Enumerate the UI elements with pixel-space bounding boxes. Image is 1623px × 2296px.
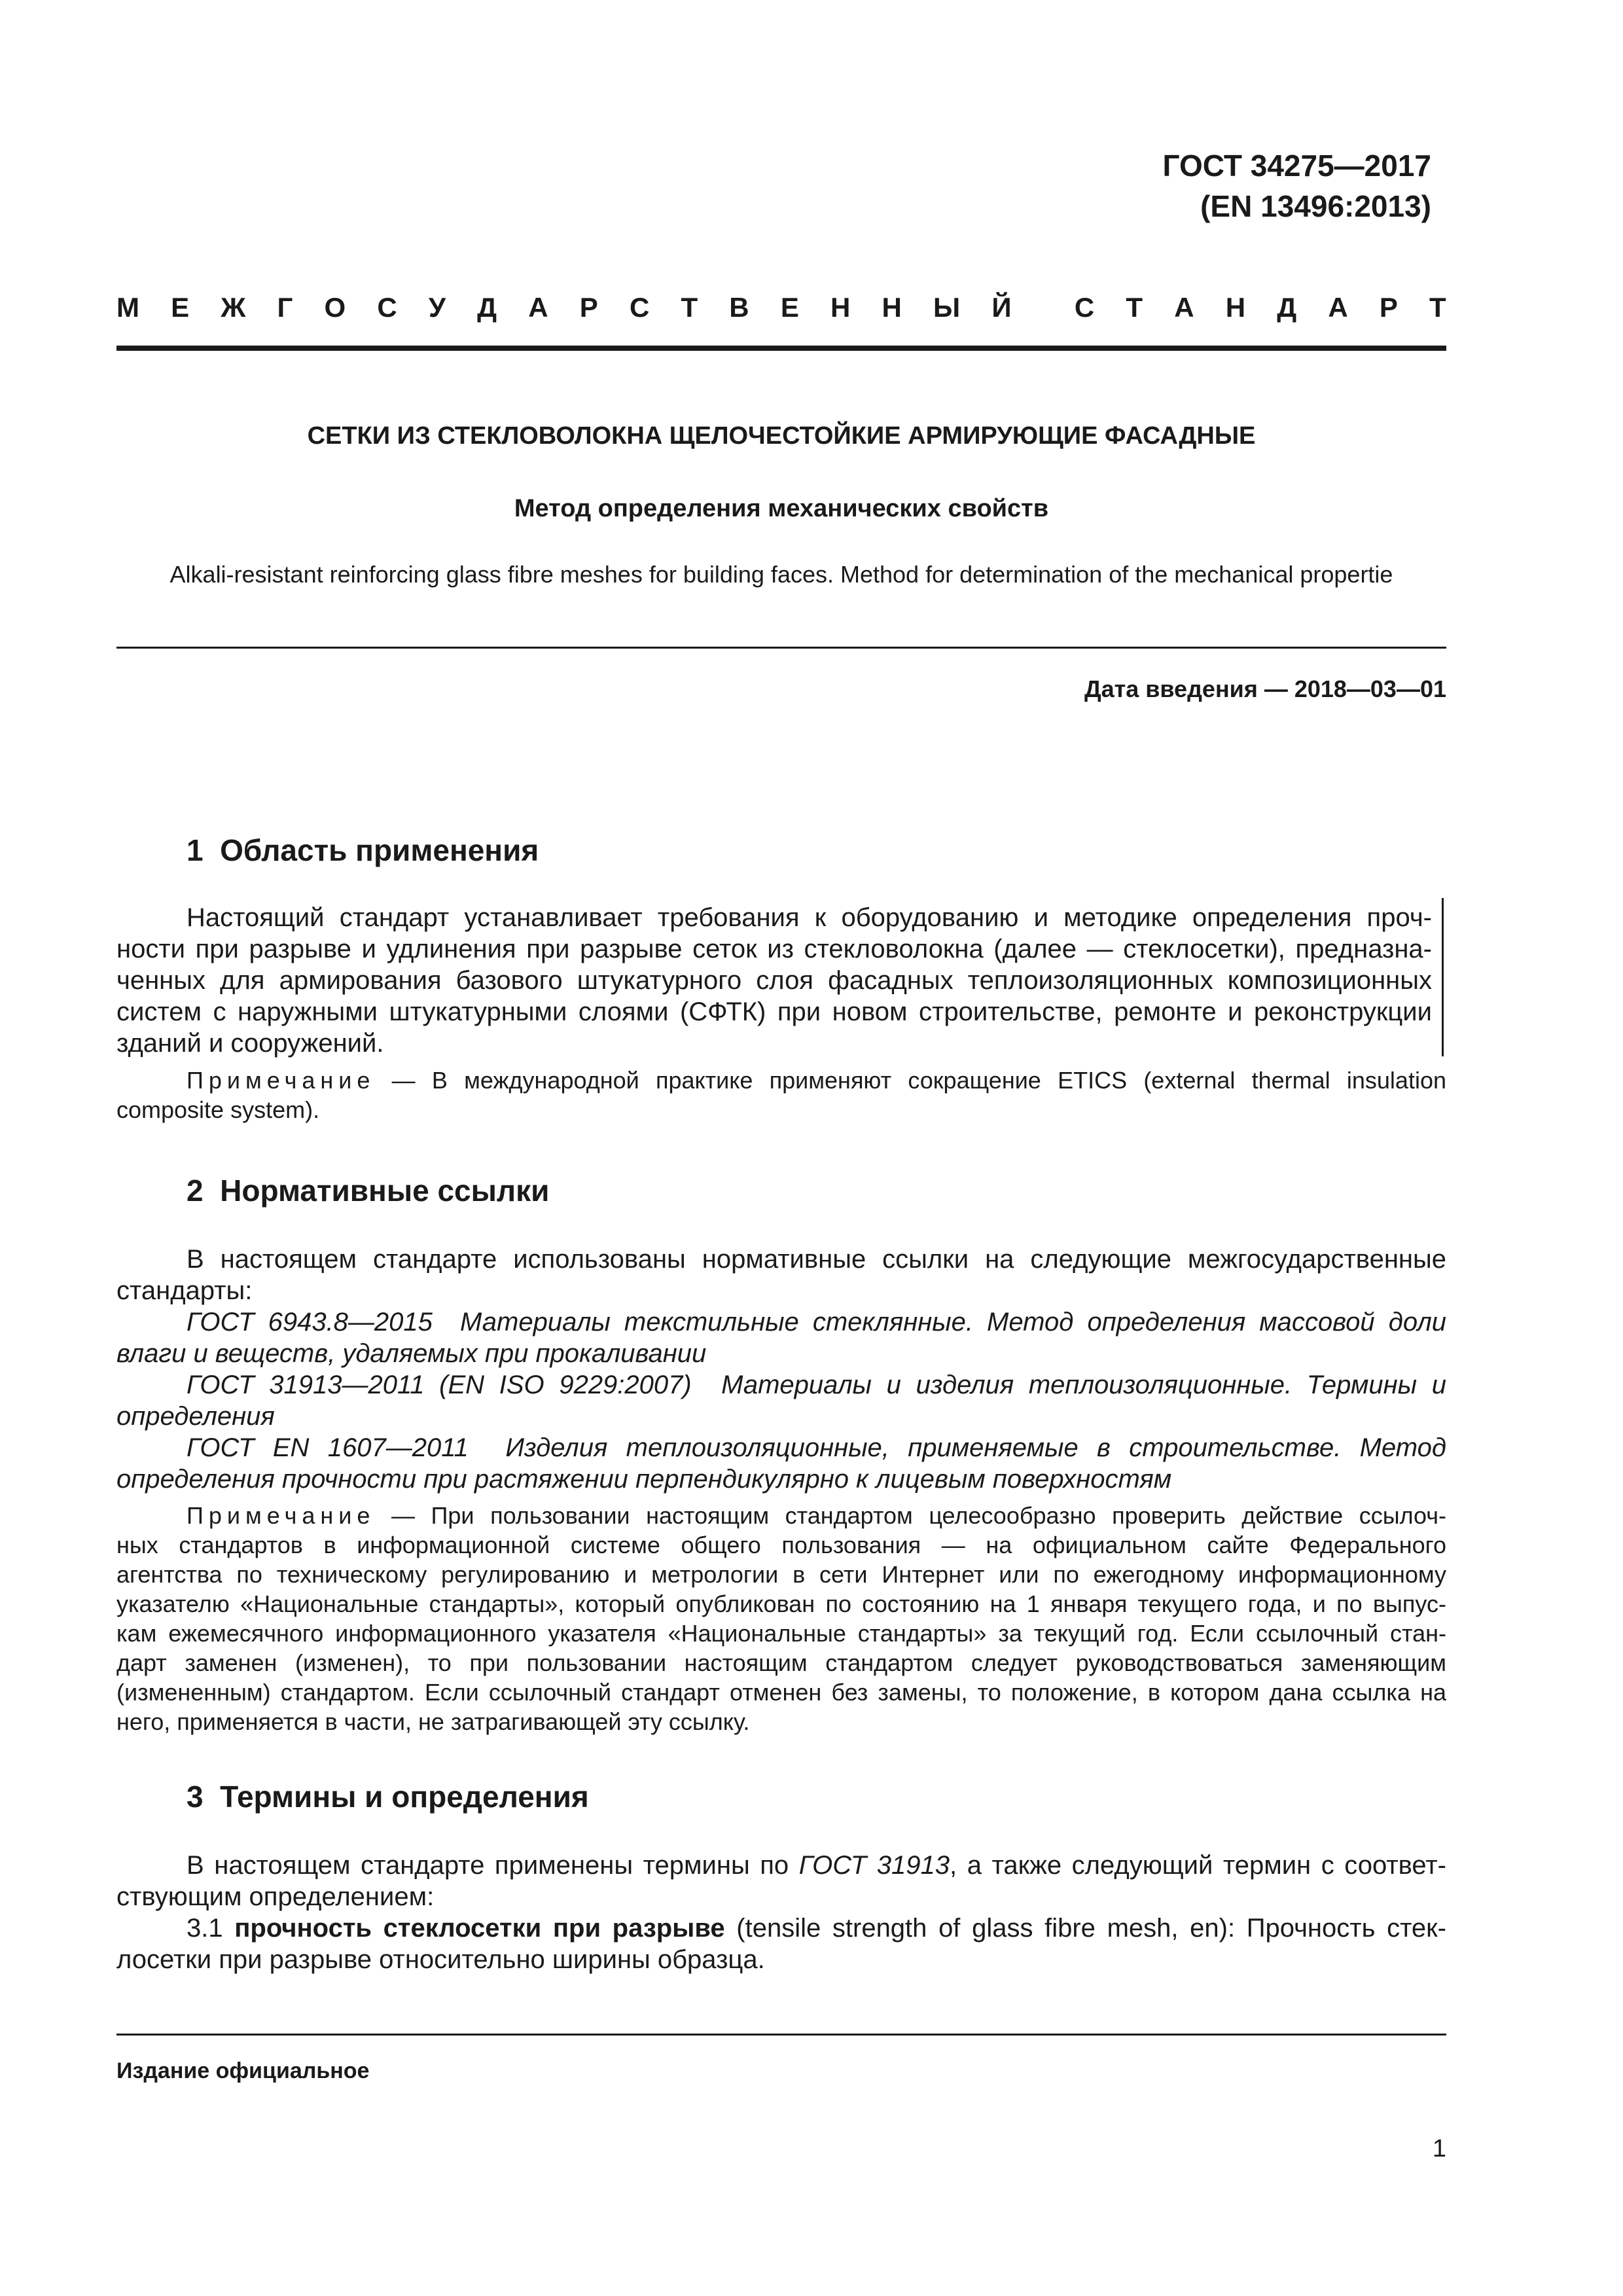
- intro-text: В настоящем стандарте применены термины по: [187, 1851, 799, 1880]
- document-equivalent: (EN 13496:2013): [1200, 189, 1431, 223]
- text-line: ности при разрыве и удлинения при разрыве сеток из стекловолокна (далее — стеклосетки), предназна-: [116, 935, 1432, 963]
- note-text: — В международной практике применяют сокращение ETICS (external thermal insulation: [375, 1067, 1446, 1094]
- heading-letter: В: [729, 292, 749, 323]
- section-2-note: [116, 1501, 1446, 1736]
- document-number: ГОСТ 34275—2017: [1162, 149, 1431, 183]
- page-number: 1: [1432, 2135, 1446, 2162]
- heading-letter: Т: [681, 292, 698, 323]
- reference-line: ГОСТ 31913—2011 (EN ISO 9229:2007) Материалы и изделия теплоизоляционные. Термины и: [187, 1371, 1446, 1399]
- text-line: систем с наружными штукатурными слоями (СФТК) при новом строительстве, ремонте и реконструкции: [116, 997, 1432, 1026]
- term-line: лосетки при разрыве относительно ширины образца.: [116, 1945, 765, 1974]
- section-2-heading: [187, 1173, 549, 1208]
- note-line: кам ежемесячного информационного указателя «Национальные стандарты» за текущий год. Если ссылочный стан-: [116, 1620, 1446, 1647]
- heading-letter: А: [1174, 292, 1194, 323]
- reference-line: определения: [116, 1402, 275, 1431]
- title-rule: [116, 647, 1446, 649]
- note-text: — При пользовании настоящим стандартом целесообразно проверить действие ссылоч-: [375, 1502, 1446, 1529]
- heading-letter: О: [324, 292, 346, 323]
- header-rule: [116, 346, 1446, 351]
- section-3-heading: [187, 1779, 589, 1814]
- reference-gost-en-1607: [116, 1432, 1446, 1495]
- heading-letter: Н: [1225, 292, 1246, 323]
- note-line: (измененным) стандартом. Если ссылочный стандарт отменен без замены, то положение, в котором дана ссылка на: [116, 1679, 1446, 1706]
- note-line: ных стандартов в информационной системе общего пользования — на официальном сайте Федерального: [116, 1532, 1446, 1558]
- heading-letter: Т: [1429, 292, 1446, 323]
- change-bar: [1442, 898, 1444, 1056]
- reference-line: определения прочности при растяжении перпендикулярно к лицевым поверхностям: [116, 1465, 1172, 1494]
- term-number: 3.1: [187, 1914, 235, 1943]
- heading-letter: Ж: [221, 292, 246, 323]
- intro-text: , а также следующий термин с соответ-: [950, 1851, 1446, 1880]
- heading-letter: Н: [830, 292, 851, 323]
- note-line: него, применяется в части, не затрагивающей эту ссылку.: [116, 1708, 750, 1735]
- document-title: СЕТКИ ИЗ СТЕКЛОВОЛОКНА ЩЕЛОЧЕСТОЙКИЕ АРМИРУЮЩИЕ ФАСАДНЫЕ: [307, 422, 1256, 450]
- heading-letter: Д: [1277, 292, 1297, 323]
- text-line: ствующим определением:: [116, 1882, 435, 1911]
- footer-rule: [116, 2034, 1446, 2036]
- document-subtitle: Метод определения механических свойств: [514, 495, 1049, 522]
- heading-letter: С: [629, 292, 650, 323]
- section-1-paragraph: [116, 902, 1432, 1059]
- section-heading-text: 2 Нормативные ссылки: [187, 1174, 550, 1208]
- heading-letter: Д: [477, 292, 497, 323]
- note-line: указателю «Национальные стандарты», который опубликован по состоянию на 1 января текущего года, и по выпус-: [116, 1590, 1446, 1617]
- section-1-note: [116, 1066, 1446, 1124]
- heading-letter: М: [116, 292, 139, 323]
- note-line: [116, 1501, 1446, 1530]
- heading-letter: У: [428, 292, 446, 323]
- text-line: ченных для армирования базового штукатурного слоя фасадных теплоизоляционных композиционных: [116, 966, 1432, 995]
- section-2-intro: [116, 1244, 1446, 1306]
- official-edition-label: Издание официальное: [116, 2058, 370, 2083]
- note-line: дарт заменен (изменен), то при пользовании настоящим стандартом следует руководствоваться заменяющим: [116, 1649, 1446, 1676]
- heading-letter: С: [1074, 292, 1095, 323]
- note-label: Примечание: [187, 1067, 376, 1094]
- heading-letter: С: [377, 292, 397, 323]
- note-label: Примечание: [187, 1502, 376, 1529]
- reference-line: влаги и веществ, удаляемых при прокаливании: [116, 1339, 707, 1368]
- text-line: В настоящем стандарте использованы нормативные ссылки на следующие межгосударственные: [187, 1245, 1446, 1274]
- heading-letter: Е: [171, 292, 190, 323]
- introduction-date: Дата введения — 2018—03—01: [1084, 675, 1446, 702]
- term-definition: [116, 1912, 1446, 1975]
- document-title-english: Alkali-resistant reinforcing glass fibre meshes for building faces. Method for determination of the mechanical propertie: [169, 561, 1393, 588]
- reference-gost-6943: [116, 1306, 1446, 1369]
- interstate-standard-heading: [116, 292, 1446, 323]
- heading-letter: Р: [579, 292, 598, 323]
- note-line: [116, 1066, 1446, 1095]
- section-heading-text: 1 Область применения: [187, 833, 539, 867]
- term-name: прочность стеклосетки при разрыве: [234, 1914, 725, 1943]
- reference-gost-31913: [116, 1369, 1446, 1432]
- heading-letter: Н: [882, 292, 902, 323]
- heading-letter: А: [528, 292, 548, 323]
- reference-line: ГОСТ EN 1607—2011 Изделия теплоизоляционные, применяемые в строительстве. Метод: [187, 1433, 1446, 1462]
- note-line: агентства по техническому регулированию и метрологии в сети Интернет или по ежегодному информационному: [116, 1561, 1446, 1588]
- section-1-heading: [187, 833, 539, 868]
- heading-letter: Г: [277, 292, 293, 323]
- term-line: [116, 1912, 1446, 1944]
- note-line: composite system).: [116, 1096, 320, 1123]
- heading-letter: Ы: [933, 292, 961, 323]
- section-3-intro: [116, 1850, 1446, 1912]
- heading-letter: Р: [1379, 292, 1398, 323]
- reference-link: ГОСТ 31913: [798, 1851, 950, 1880]
- reference-line: ГОСТ 6943.8—2015 Материалы текстильные стеклянные. Метод определения массовой доли: [187, 1308, 1446, 1336]
- term-text: (tensile strength of glass fibre mesh, en): Прочность стек-: [724, 1914, 1447, 1943]
- section-heading-text: 3 Термины и определения: [187, 1780, 589, 1814]
- heading-letter: Е: [780, 292, 799, 323]
- heading-letter: Й: [991, 292, 1012, 323]
- text-line: [116, 1850, 1446, 1881]
- heading-letter: Т: [1126, 292, 1143, 323]
- text-line: стандарты:: [116, 1276, 253, 1305]
- heading-letter: А: [1328, 292, 1348, 323]
- text-line: Настоящий стандарт устанавливает требования к оборудованию и методике определения проч-: [187, 903, 1432, 932]
- text-line: зданий и сооружений.: [116, 1029, 384, 1058]
